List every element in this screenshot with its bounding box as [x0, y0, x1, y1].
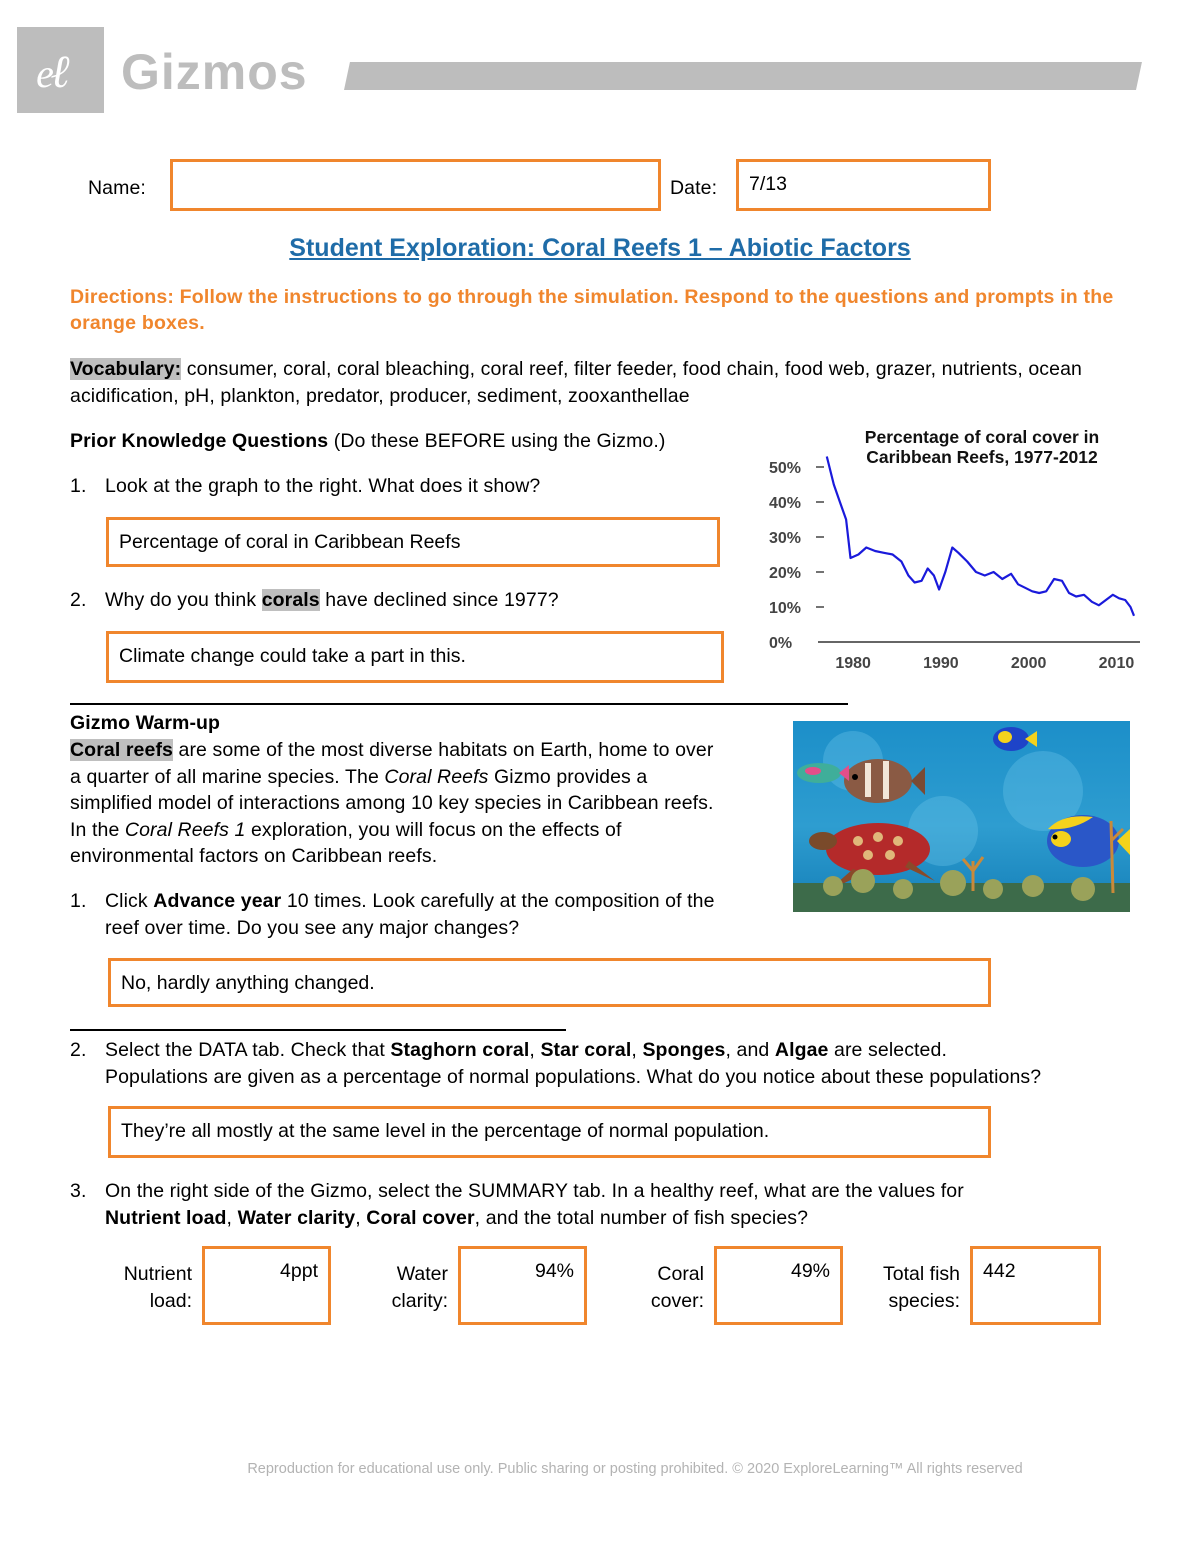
gizmos-logo-text: Gizmos	[121, 44, 308, 100]
date-label: Date:	[670, 177, 718, 199]
question-number: 2.	[70, 589, 87, 611]
svg-text:e: e	[36, 51, 54, 96]
nutrient-load-value: 4ppt	[280, 1260, 318, 1282]
x-tick-label: 1980	[835, 655, 871, 672]
section-divider	[70, 703, 848, 705]
total-fish-species-label: Total fish species:	[883, 1263, 960, 1312]
vocabulary-terms: consumer, coral, coral bleaching, coral reef, filter feeder, food chain, food web, grazer, nutrients, ocean acidification, pH, plankton, predator, producer, sediment, zooxanthellae	[70, 358, 1082, 407]
y-tick-label: 40%	[769, 495, 802, 512]
warmup-answer-2-box[interactable]	[108, 1106, 991, 1158]
prior-question-2: Why do you think corals have declined since 1977?	[105, 589, 559, 611]
question-number: 1.	[70, 475, 87, 497]
explorelearning-el-icon	[17, 27, 104, 113]
prior-answer-1: Percentage of coral in Caribbean Reefs	[119, 531, 461, 553]
warmup-answer-1: No, hardly anything changed.	[121, 972, 375, 994]
total-fish-species-value: 442	[983, 1260, 1016, 1282]
vocabulary-label: Vocabulary:	[70, 358, 182, 380]
total-fish-species-field[interactable]	[970, 1246, 1101, 1325]
chart-title-line: Caribbean Reefs, 1977-2012	[866, 447, 1098, 467]
warmup-question-1: Click Advance year 10 times. Look carefully at the composition of the reef over time. Do you see any major changes?	[105, 890, 715, 939]
prior-question-1: Look at the graph to the right. What does it show?	[105, 475, 541, 497]
prior-answer-2: Climate change could take a part in this.	[119, 645, 466, 667]
chart-title	[865, 427, 1099, 467]
name-field[interactable]	[170, 159, 661, 211]
y-tick-label: 20%	[769, 565, 802, 582]
water-clarity-field[interactable]	[458, 1246, 587, 1325]
prior-knowledge-heading	[70, 428, 666, 455]
gizmos-logo-badge	[17, 27, 104, 113]
copyright-footer: Reproduction for educational use only. Public sharing or posting prohibited. © 2020 ExploreLearning™ All rights reserved	[247, 1461, 1023, 1477]
prior-knowledge-note: (Do these BEFORE using the Gizmo.)	[328, 430, 666, 452]
chart-series	[827, 457, 1134, 616]
question-number: 1.	[70, 890, 87, 912]
name-label: Name:	[88, 177, 146, 199]
prior-answer-2-box[interactable]	[106, 631, 724, 683]
svg-text:ℓ: ℓ	[50, 46, 70, 97]
coral-reef-illustration	[793, 721, 1130, 912]
chart-title-line: Percentage of coral cover in	[864, 427, 1100, 447]
directions: Directions: Follow the instructions to go through the simulation. Respond to the questions and prompts in the orange boxes.	[70, 286, 1114, 334]
coral-cover-label: Coral cover:	[650, 1263, 704, 1312]
coral-cover-field[interactable]	[714, 1246, 843, 1325]
date-value: 7/13	[749, 173, 787, 195]
header-bar	[344, 62, 1142, 90]
warmup-answer-2: They’re all mostly at the same level in the percentage of normal population.	[121, 1120, 770, 1142]
warmup-heading: Gizmo Warm-up	[70, 712, 221, 734]
y-tick-label: 50%	[769, 460, 802, 477]
vocabulary	[70, 356, 1130, 409]
question-number: 2.	[70, 1039, 87, 1061]
prior-knowledge-title: Prior Knowledge Questions	[70, 430, 329, 452]
question-number: 3.	[70, 1180, 87, 1202]
warmup-answer-1-box[interactable]	[108, 958, 991, 1007]
date-field[interactable]	[736, 159, 991, 211]
coral-cover-value: 49%	[790, 1260, 830, 1282]
x-tick-label: 1990	[923, 655, 959, 672]
coral-cover-line	[827, 457, 1134, 616]
coral-cover-chart	[750, 420, 1150, 680]
nutrient-load-label: Nutrient load:	[123, 1263, 192, 1312]
page-title: Student Exploration: Coral Reefs 1 – Abiotic Factors	[289, 234, 911, 262]
prior-answer-1-box[interactable]	[106, 517, 720, 567]
warmup-paragraph: Coral reefs are some of the most diverse habitats on Earth, home to over a quarter of all marine species. The Coral Reefs Gizmo provides a simplified model of interactions among 10 key species in Caribbean reefs. In the Coral Reefs 1 exploration, you will focus on the effects of environmental factors on Caribbean reefs.	[70, 739, 714, 867]
water-clarity-value: 94%	[534, 1260, 574, 1282]
warmup-question-2: Select the DATA tab. Check that Staghorn coral, Star coral, Sponges, and Algae are selected. Populations are given as a percentage of normal populations. What do you notice about these populations?	[105, 1039, 1042, 1088]
y-tick-label: 30%	[769, 530, 802, 547]
y-tick-label: 10%	[769, 600, 802, 617]
x-tick-label: 2010	[1098, 655, 1135, 672]
nutrient-load-field[interactable]	[202, 1246, 331, 1325]
chart-axes	[769, 460, 1140, 672]
warmup-question-3: On the right side of the Gizmo, select the SUMMARY tab. In a healthy reef, what are the values for Nutrient load, Water clarity, Coral cover, and the total number of fish species?	[105, 1180, 964, 1229]
water-clarity-label: Water clarity:	[391, 1263, 448, 1312]
x-tick-label: 2000	[1010, 655, 1047, 672]
section-divider	[70, 1029, 566, 1031]
y-tick-label: 0%	[769, 635, 793, 652]
